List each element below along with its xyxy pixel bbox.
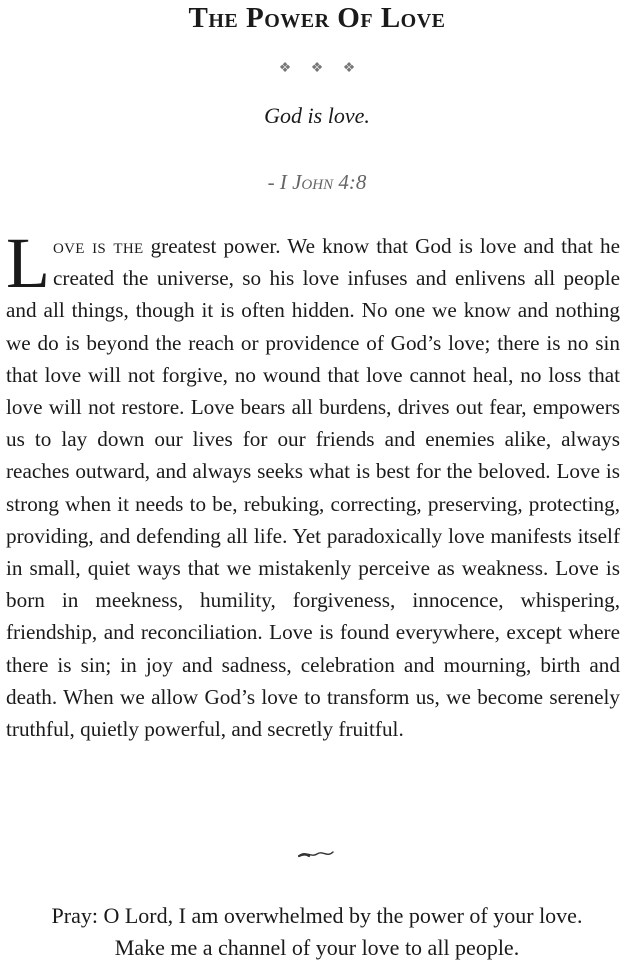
epigraph-quote: God is love. (264, 103, 370, 128)
ornament-diamond-icon: ❖ (342, 60, 356, 76)
body-text: greatest power. We know that God is love and that he created the universe, so his love infuses and enlivens all people and all things, though it is often hidden. No one we know and nothing we do is beyond the reach or providence of God’s love; there is no sin that love will not forgive, no wound that love cannot heal, no loss that love will not restore. Love bears all burdens, drives out fear, empowers us to lay down our lives for our friends and enemies alike, always reaches outward, and always seeks what is best for the beloved. Love is strong when it needs to be, rebuking, correcting, preserving, protecting, providing, and defending all life. Yet paradoxically love manifests itself in small, quiet ways that we mistakenly perceive as weakness. Love is born in meekness, humility, forgiveness, innocence, whispering, friendship, and reconciliation. Love is found everywhere, except where there is sin; in joy and sadness, celebration and mourning, birth and death. When we allow God’s love to transform us, we become serenely truthful, quietly powerful, and secretly fruitful. (6, 234, 620, 742)
lead-in-small-caps: ove is the (52, 234, 144, 258)
body-paragraph (6, 223, 620, 745)
ornament-divider (0, 60, 634, 76)
flourish-divider-icon (297, 846, 335, 862)
epigraph-citation: - I John 4:8 (267, 170, 367, 194)
ornament-diamond-icon: ❖ (278, 60, 292, 76)
drop-cap: L (6, 223, 50, 303)
page-title: The Power Of Love (188, 2, 446, 34)
prayer-line-2: Make me a channel of your love to all people. (114, 935, 520, 960)
prayer-line-1: Pray: O Lord, I am overwhelmed by the power of your love. (51, 903, 583, 928)
prayer-block (0, 900, 634, 964)
ornament-diamond-icon: ❖ (310, 60, 324, 76)
